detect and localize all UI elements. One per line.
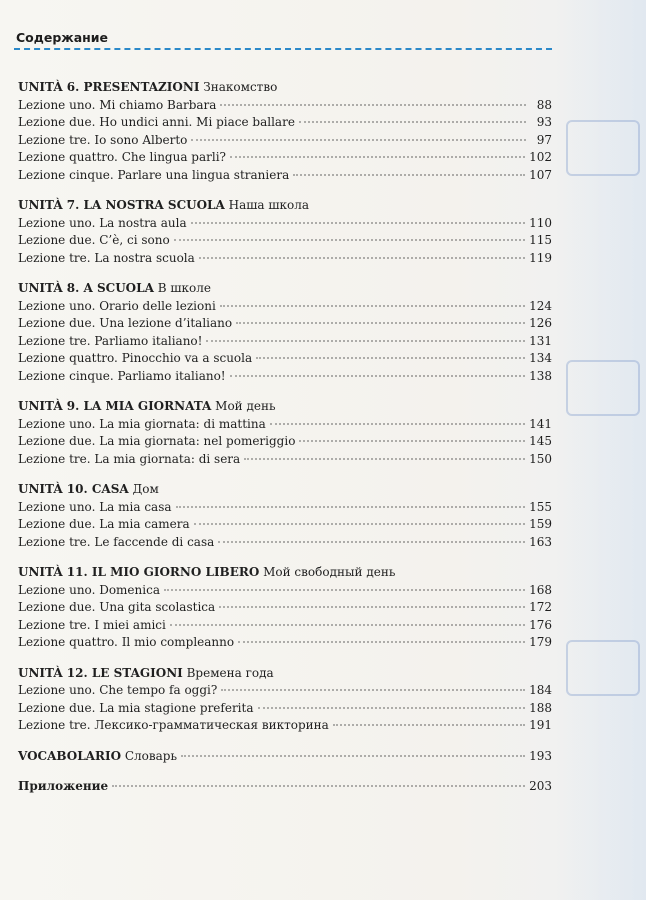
appendix-title: Приложение bbox=[18, 779, 109, 793]
toc-row[interactable] bbox=[18, 114, 552, 132]
lesson-label: Lezione tre. Parliamo italiano! bbox=[18, 333, 203, 348]
page-number: 184 bbox=[529, 683, 552, 697]
toc-row[interactable] bbox=[18, 333, 552, 351]
toc-row[interactable] bbox=[18, 167, 552, 185]
vocabulary-code: VOCABOLARIO bbox=[18, 748, 122, 763]
dot-leader bbox=[230, 156, 525, 158]
unit-ru-title: В школе bbox=[157, 281, 211, 295]
dot-leader bbox=[218, 541, 525, 543]
toc-row[interactable] bbox=[18, 149, 552, 167]
page-number: 163 bbox=[529, 534, 552, 549]
dot-leader bbox=[220, 104, 526, 106]
unit-title bbox=[18, 665, 552, 683]
lesson-label: Lezione due. C’è, ci sono bbox=[18, 233, 170, 247]
unit-11 bbox=[18, 564, 552, 652]
toc-row[interactable] bbox=[18, 599, 552, 617]
dot-leader bbox=[238, 641, 525, 643]
page-number: 119 bbox=[529, 250, 552, 265]
margin-strip bbox=[556, 0, 646, 900]
unit-ru-title: Знакомство bbox=[203, 80, 278, 94]
unit-code: UNITÀ 7. LA NOSTRA SCUOLA bbox=[18, 198, 225, 212]
page-number: 203 bbox=[529, 779, 552, 793]
dot-leader bbox=[194, 523, 525, 525]
appendix-section bbox=[18, 778, 552, 796]
lesson-label: Lezione tre. La mia giornata: di sera bbox=[18, 451, 241, 466]
toc-row[interactable] bbox=[18, 97, 552, 115]
dot-leader bbox=[230, 375, 525, 377]
lesson-label: Lezione due. Ho undici anni. Mi piace ballare bbox=[18, 115, 295, 129]
unit-ru-title: Мой свободный день bbox=[263, 565, 396, 579]
page-number: 102 bbox=[529, 150, 552, 164]
lesson-label: Lezione uno. La nostra aula bbox=[18, 215, 187, 230]
unit-ru-title: Дом bbox=[132, 482, 159, 496]
lesson-label: Lezione tre. I miei amici bbox=[18, 617, 166, 632]
toc-row[interactable] bbox=[18, 499, 552, 517]
dot-leader bbox=[333, 724, 525, 726]
toc-row[interactable] bbox=[18, 232, 552, 250]
toc-row[interactable] bbox=[18, 433, 552, 451]
page-number: 131 bbox=[529, 333, 552, 348]
lesson-label: Lezione uno. Orario delle lezioni bbox=[18, 298, 216, 313]
page-number: 168 bbox=[529, 582, 552, 597]
page-number: 124 bbox=[529, 298, 552, 313]
dot-leader bbox=[299, 440, 525, 442]
toc-row[interactable] bbox=[18, 634, 552, 652]
page-number: 93 bbox=[536, 115, 552, 129]
unit-ru-title: Наша школа bbox=[228, 198, 310, 212]
unit-code: UNITÀ 12. LE STAGIONI bbox=[18, 665, 183, 680]
dot-leader bbox=[258, 707, 526, 709]
unit-title bbox=[18, 79, 552, 97]
page-number: 134 bbox=[529, 351, 552, 365]
lesson-label: Lezione due. La mia camera bbox=[18, 517, 190, 531]
unit-code: UNITÀ 11. IL MIO GIORNO LIBERO bbox=[18, 565, 260, 579]
toc-row[interactable] bbox=[18, 416, 552, 434]
toc-row[interactable] bbox=[18, 298, 552, 316]
unit-6 bbox=[18, 79, 552, 184]
page-number: 97 bbox=[536, 132, 552, 147]
page-number: 145 bbox=[529, 434, 552, 448]
page-number: 115 bbox=[529, 233, 552, 247]
dot-leader bbox=[191, 139, 526, 141]
dot-leader bbox=[299, 121, 526, 123]
dot-leader bbox=[164, 589, 525, 591]
page-number: 155 bbox=[529, 499, 552, 514]
unit-code: UNITÀ 6. PRESENTAZIONI bbox=[18, 80, 200, 94]
page-number: 179 bbox=[529, 635, 552, 649]
lesson-label: Lezione due. La mia giornata: nel pomeriggio bbox=[18, 434, 296, 448]
toc-row[interactable] bbox=[18, 700, 552, 718]
unit-title bbox=[18, 197, 552, 215]
vocabulary-ru: Словарь bbox=[124, 748, 178, 763]
toc-row[interactable] bbox=[18, 534, 552, 552]
lesson-label: Lezione tre. Le faccende di casa bbox=[18, 534, 215, 549]
page-number: 176 bbox=[529, 617, 552, 632]
toc-row[interactable] bbox=[18, 215, 552, 233]
dot-leader bbox=[206, 340, 525, 342]
dot-leader bbox=[191, 222, 525, 224]
page-number: 159 bbox=[529, 517, 552, 531]
lesson-label: Lezione uno. Che tempo fa oggi? bbox=[18, 683, 218, 697]
toc-row[interactable] bbox=[18, 368, 552, 386]
unit-12 bbox=[18, 665, 552, 735]
unit-10 bbox=[18, 481, 552, 551]
margin-stamp bbox=[566, 640, 640, 696]
toc-row-vocabulary[interactable] bbox=[18, 748, 552, 766]
page-number: 138 bbox=[529, 368, 552, 383]
page-number: 110 bbox=[529, 215, 552, 230]
margin-stamp bbox=[566, 360, 640, 416]
page-number: 88 bbox=[536, 97, 552, 112]
toc-row[interactable] bbox=[18, 350, 552, 368]
dot-leader bbox=[219, 606, 525, 608]
page-number: 126 bbox=[529, 316, 552, 330]
page-number: 141 bbox=[529, 416, 552, 431]
lesson-label: Lezione uno. La mia casa bbox=[18, 499, 172, 514]
vocabulary-label bbox=[18, 748, 177, 766]
toc-row[interactable] bbox=[18, 315, 552, 333]
dot-leader bbox=[256, 357, 525, 359]
dot-leader bbox=[236, 322, 525, 324]
dot-leader bbox=[244, 458, 525, 460]
lesson-label: Lezione due. Una lezione d’italiano bbox=[18, 316, 233, 330]
unit-title bbox=[18, 280, 552, 298]
page-number: 188 bbox=[529, 700, 552, 715]
page-number: 191 bbox=[529, 718, 552, 732]
page-header bbox=[14, 30, 554, 50]
dot-leader bbox=[112, 785, 525, 787]
dot-leader bbox=[174, 239, 525, 241]
unit-code: UNITÀ 9. LA MIA GIORNATA bbox=[18, 399, 212, 413]
lesson-label: Lezione cinque. Parlare una lingua straniera bbox=[18, 167, 290, 182]
dot-leader bbox=[176, 506, 526, 508]
toc-row-appendix[interactable] bbox=[18, 778, 552, 796]
page-number: 172 bbox=[529, 600, 552, 614]
toc-row[interactable] bbox=[18, 132, 552, 150]
dot-leader bbox=[220, 305, 525, 307]
appendix-label bbox=[18, 778, 108, 796]
page-title: Содержание bbox=[16, 30, 109, 45]
page-number: 107 bbox=[529, 167, 552, 182]
lesson-label: Lezione uno. Mi chiamo Barbara bbox=[18, 97, 217, 112]
page-number: 150 bbox=[529, 451, 552, 466]
toc-row[interactable] bbox=[18, 582, 552, 600]
dot-leader bbox=[293, 174, 525, 176]
dot-leader bbox=[199, 257, 525, 259]
unit-ru-title: Времена года bbox=[186, 665, 274, 680]
toc-row[interactable] bbox=[18, 250, 552, 268]
dot-leader bbox=[270, 423, 525, 425]
unit-title bbox=[18, 398, 552, 416]
toc-row[interactable] bbox=[18, 516, 552, 534]
vocabulary-section bbox=[18, 748, 552, 766]
page-number: 193 bbox=[529, 748, 552, 763]
lesson-label: Lezione tre. La nostra scuola bbox=[18, 250, 195, 265]
unit-7 bbox=[18, 197, 552, 267]
lesson-label: Lezione quattro. Che lingua parli? bbox=[18, 150, 226, 164]
lesson-label: Lezione tre. Io sono Alberto bbox=[18, 132, 188, 147]
unit-title bbox=[18, 481, 552, 499]
unit-ru-title: Мой день bbox=[215, 399, 276, 413]
unit-title bbox=[18, 564, 552, 582]
lesson-label: Lezione uno. La mia giornata: di mattina bbox=[18, 416, 266, 431]
lesson-label: Lezione due. La mia stagione preferita bbox=[18, 700, 254, 715]
unit-code: UNITÀ 10. CASA bbox=[18, 482, 129, 496]
lesson-label: Lezione quattro. Il mio compleanno bbox=[18, 635, 235, 649]
lesson-label: Lezione due. Una gita scolastica bbox=[18, 600, 216, 614]
unit-8 bbox=[18, 280, 552, 385]
lesson-label: Lezione tre. Лексико-грамматическая викторина bbox=[18, 718, 329, 732]
toc-row[interactable] bbox=[18, 717, 552, 735]
header-divider bbox=[14, 48, 552, 50]
lesson-label: Lezione cinque. Parliamo italiano! bbox=[18, 368, 226, 383]
toc-row[interactable] bbox=[18, 451, 552, 469]
table-of-contents bbox=[18, 79, 552, 809]
dot-leader bbox=[181, 755, 525, 757]
margin-stamp bbox=[566, 120, 640, 176]
lesson-label: Lezione uno. Domenica bbox=[18, 582, 160, 597]
lesson-label: Lezione quattro. Pinocchio va a scuola bbox=[18, 351, 253, 365]
dot-leader bbox=[221, 689, 525, 691]
unit-code: UNITÀ 8. A SCUOLA bbox=[18, 281, 154, 295]
unit-9 bbox=[18, 398, 552, 468]
toc-row[interactable] bbox=[18, 617, 552, 635]
toc-row[interactable] bbox=[18, 682, 552, 700]
dot-leader bbox=[170, 624, 525, 626]
